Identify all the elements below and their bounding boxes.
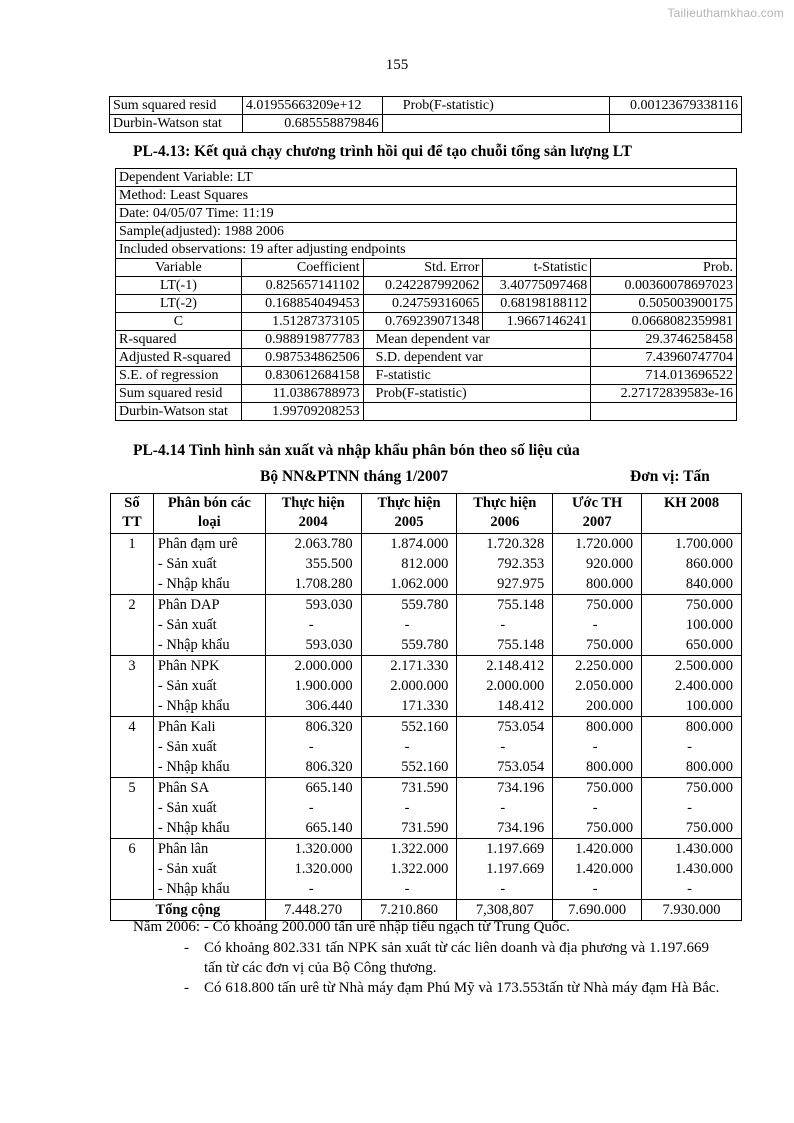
row-number [111, 615, 154, 635]
value-cell: 2.250.000 [553, 656, 642, 677]
value-cell: - [265, 737, 361, 757]
value-cell: 1.420.000 [553, 839, 642, 860]
fertilizer-body [111, 534, 742, 900]
info-text: Dependent Variable: LT [116, 169, 737, 187]
table-row [110, 97, 742, 115]
fertilizer-title: PL-4.14 Tình hình sản xuất và nhập khẩu phân bón theo số liệu của [133, 442, 580, 459]
value-cell: - [553, 798, 642, 818]
table-row [111, 615, 742, 635]
table-row [111, 818, 742, 839]
value-cell: 1.720.000 [553, 534, 642, 555]
cell: F-statistic [363, 367, 591, 385]
value-cell: - [265, 879, 361, 900]
cell: 0.769239071348 [363, 313, 483, 331]
value-cell: 750.000 [553, 595, 642, 616]
value-cell: 731.590 [361, 818, 457, 839]
regression-table [115, 168, 737, 421]
value-cell: 1.197.669 [457, 859, 553, 879]
value-cell: 1.430.000 [642, 839, 742, 860]
table-row [116, 277, 737, 295]
fertilizer-label: - Sản xuất [153, 615, 265, 635]
value-cell: 2.171.330 [361, 656, 457, 677]
row-number: 3 [111, 656, 154, 677]
cell: 1.99709208253 [241, 403, 363, 421]
value-cell: 2.000.000 [265, 656, 361, 677]
table-row [116, 367, 737, 385]
value-cell: 1.320.000 [265, 839, 361, 860]
header-row [111, 494, 742, 534]
fertilizer-label: - Sản xuất [153, 798, 265, 818]
value-cell: - [361, 615, 457, 635]
value-cell: 800.000 [642, 717, 742, 738]
fertilizer-label: Phân đạm urê [153, 534, 265, 555]
info-row [116, 187, 737, 205]
column-header: Prob. [591, 259, 737, 277]
value-cell: 100.000 [642, 696, 742, 717]
cell: 29.3746258458 [591, 331, 737, 349]
fertilizer-label: - Sản xuất [153, 859, 265, 879]
cell: 0.24759316065 [363, 295, 483, 313]
note-line: Năm 2006: - Có khoảng 200.000 tấn urê nhập tiểu ngạch từ Trung Quốc. [133, 919, 570, 935]
note-bullet-text: Có khoảng 802.331 tấn NPK sản xuất từ các liên doanh và địa phương và 1.197.669 tấn từ các đơn vị của Bộ Công thương. [204, 940, 709, 976]
value-cell: 755.148 [457, 595, 553, 616]
value-cell: 1.900.000 [265, 676, 361, 696]
cell: C [116, 313, 242, 331]
value-cell: 750.000 [553, 778, 642, 799]
value-cell: 1.197.669 [457, 839, 553, 860]
fertilizer-label: - Nhập khẩu [153, 635, 265, 656]
value-cell: 734.196 [457, 818, 553, 839]
note-bullet-text: Có 618.800 tấn urê từ Nhà máy đạm Phú Mỹ và 173.553tấn từ Nhà máy đạm Hà Bắc. [204, 980, 720, 996]
row-number: 1 [111, 534, 154, 555]
value-cell: 753.054 [457, 757, 553, 778]
stat-value: 0.00123679338116 [610, 97, 742, 115]
cell: 7.43960747704 [591, 349, 737, 367]
value-cell: - [642, 798, 742, 818]
value-cell: 665.140 [265, 778, 361, 799]
cell: 1.9667146241 [483, 313, 591, 331]
value-cell: 800.000 [553, 574, 642, 595]
cell: 0.242287992062 [363, 277, 483, 295]
fertilizer-label: Phân lân [153, 839, 265, 860]
fertilizer-label: - Sản xuất [153, 737, 265, 757]
row-number [111, 635, 154, 656]
value-cell: 1.420.000 [553, 859, 642, 879]
value-cell: 750.000 [642, 778, 742, 799]
value-cell: - [265, 798, 361, 818]
value-cell: 1.320.000 [265, 859, 361, 879]
cell: 714.013696522 [591, 367, 737, 385]
cell: 0.988919877783 [241, 331, 363, 349]
column-header: Variable [116, 259, 242, 277]
top-stats-table [109, 96, 742, 133]
info-row [116, 241, 737, 259]
table-row [116, 349, 737, 367]
table-row [116, 295, 737, 313]
row-number: 5 [111, 778, 154, 799]
value-cell: 200.000 [553, 696, 642, 717]
stat-value: 0.685558879846 [242, 115, 382, 133]
column-header: Coefficient [241, 259, 363, 277]
value-cell: 1.322.000 [361, 839, 457, 860]
value-cell: 665.140 [265, 818, 361, 839]
cell [591, 403, 737, 421]
fertilizer-label: Phân DAP [153, 595, 265, 616]
value-cell: - [642, 879, 742, 900]
table-row [110, 115, 742, 133]
unit-label: Đơn vị: Tấn [630, 468, 710, 485]
value-cell: - [553, 615, 642, 635]
value-cell: - [553, 879, 642, 900]
value-cell: 306.440 [265, 696, 361, 717]
table-row [111, 574, 742, 595]
page-number: 155 [385, 57, 409, 73]
info-row [116, 223, 737, 241]
value-cell: 806.320 [265, 717, 361, 738]
row-number: 6 [111, 839, 154, 860]
cell: S.E. of regression [116, 367, 242, 385]
value-cell: 2.400.000 [642, 676, 742, 696]
value-cell: - [361, 798, 457, 818]
value-cell: - [361, 879, 457, 900]
cell [363, 403, 591, 421]
value-cell: - [361, 737, 457, 757]
row-number [111, 798, 154, 818]
value-cell: 792.353 [457, 554, 553, 574]
value-cell: - [553, 737, 642, 757]
cell: 0.987534862506 [241, 349, 363, 367]
stat-value [610, 115, 742, 133]
cell: 0.68198188112 [483, 295, 591, 313]
table-row [111, 757, 742, 778]
value-cell: 2.148.412 [457, 656, 553, 677]
value-cell: 1.700.000 [642, 534, 742, 555]
cell: LT(-1) [116, 277, 242, 295]
value-cell: 593.030 [265, 595, 361, 616]
info-text: Date: 04/05/07 Time: 11:19 [116, 205, 737, 223]
value-cell: 100.000 [642, 615, 742, 635]
value-cell: 593.030 [265, 635, 361, 656]
cell: 0.00360078697023 [591, 277, 737, 295]
table-row [111, 798, 742, 818]
cell: 11.0386788973 [241, 385, 363, 403]
regression-title: PL-4.13: Kết quả chạy chương trình hồi qui để tạo chuỗi tổng sản lượng LT [133, 143, 632, 160]
cell: Prob(F-statistic) [363, 385, 591, 403]
fertilizer-label: - Nhập khẩu [153, 574, 265, 595]
value-cell: - [457, 879, 553, 900]
cell: 1.51287373105 [241, 313, 363, 331]
table-row [116, 403, 737, 421]
row-number [111, 757, 154, 778]
value-cell: 800.000 [642, 757, 742, 778]
table-row [111, 696, 742, 717]
info-text: Included observations: 19 after adjusting endpoints [116, 241, 737, 259]
value-cell: - [265, 615, 361, 635]
value-cell: - [457, 615, 553, 635]
value-cell: 755.148 [457, 635, 553, 656]
table-row [111, 534, 742, 555]
column-header: t-Statistic [483, 259, 591, 277]
table-row [111, 879, 742, 900]
column-header: Ước TH 2007 [553, 494, 642, 534]
total-value: 7.690.000 [553, 900, 642, 921]
table-row [111, 839, 742, 860]
cell: S.D. dependent var [363, 349, 591, 367]
total-value: 7.930.000 [642, 900, 742, 921]
value-cell: 734.196 [457, 778, 553, 799]
row-number [111, 859, 154, 879]
value-cell: 750.000 [642, 595, 742, 616]
value-cell: 840.000 [642, 574, 742, 595]
value-cell: - [642, 737, 742, 757]
total-label: Tổng cộng [111, 900, 266, 921]
total-value: 7.448.270 [265, 900, 361, 921]
value-cell: 2.000.000 [457, 676, 553, 696]
row-number [111, 676, 154, 696]
cell: Adjusted R-squared [116, 349, 242, 367]
value-cell: 1.708.280 [265, 574, 361, 595]
note-bullet: - Có 618.800 tấn urê từ Nhà máy đạm Phú Mỹ và 173.553tấn từ Nhà máy đạm Hà Bắc. [184, 980, 720, 996]
row-number [111, 737, 154, 757]
table-row [111, 554, 742, 574]
value-cell: 806.320 [265, 757, 361, 778]
value-cell: 559.780 [361, 595, 457, 616]
table-row [111, 635, 742, 656]
table-row [116, 385, 737, 403]
fertilizer-label: - Nhập khẩu [153, 879, 265, 900]
fertilizer-table [110, 493, 742, 921]
value-cell: 2.000.000 [361, 676, 457, 696]
row-number: 2 [111, 595, 154, 616]
cell: Durbin-Watson stat [116, 403, 242, 421]
value-cell: 148.412 [457, 696, 553, 717]
cell: Sum squared resid [116, 385, 242, 403]
value-cell: 559.780 [361, 635, 457, 656]
table-row [111, 656, 742, 677]
table-row [111, 737, 742, 757]
column-header: KH 2008 [642, 494, 742, 534]
column-header: Std. Error [363, 259, 483, 277]
cell: 0.0668082359981 [591, 313, 737, 331]
value-cell: 650.000 [642, 635, 742, 656]
fertilizer-label: - Nhập khẩu [153, 818, 265, 839]
fertilizer-label: Phân NPK [153, 656, 265, 677]
value-cell: 927.975 [457, 574, 553, 595]
row-number [111, 554, 154, 574]
info-text: Sample(adjusted): 1988 2006 [116, 223, 737, 241]
value-cell: 812.000 [361, 554, 457, 574]
value-cell: 920.000 [553, 554, 642, 574]
info-row [116, 169, 737, 187]
value-cell: 2.050.000 [553, 676, 642, 696]
cell: 0.168854049453 [241, 295, 363, 313]
cell: 0.505003900175 [591, 295, 737, 313]
fertilizer-label: - Sản xuất [153, 554, 265, 574]
value-cell: 355.500 [265, 554, 361, 574]
total-value: 7,308,807 [457, 900, 553, 921]
total-value: 7.210.860 [361, 900, 457, 921]
stat-value: 4.01955663209e+12 [242, 97, 382, 115]
info-row [116, 205, 737, 223]
value-cell: 1.874.000 [361, 534, 457, 555]
row-number [111, 818, 154, 839]
row-number [111, 574, 154, 595]
value-cell: 1.720.328 [457, 534, 553, 555]
value-cell: 1.062.000 [361, 574, 457, 595]
column-header: Thực hiện 2005 [361, 494, 457, 534]
watermark: Tailieuthamkhao.com [667, 6, 784, 20]
value-cell: 552.160 [361, 757, 457, 778]
row-number: 4 [111, 717, 154, 738]
table-row [111, 595, 742, 616]
table-row [116, 331, 737, 349]
cell: 3.40775097468 [483, 277, 591, 295]
cell: Mean dependent var [363, 331, 591, 349]
value-cell: 750.000 [553, 818, 642, 839]
fertilizer-label: - Nhập khẩu [153, 757, 265, 778]
cell: 0.830612684158 [241, 367, 363, 385]
header-row [116, 259, 737, 277]
table-row [116, 313, 737, 331]
value-cell: 2.500.000 [642, 656, 742, 677]
row-number [111, 696, 154, 717]
value-cell: 2.063.780 [265, 534, 361, 555]
stat-label: Sum squared resid [110, 97, 243, 115]
value-cell: 171.330 [361, 696, 457, 717]
value-cell: 731.590 [361, 778, 457, 799]
table-row [111, 859, 742, 879]
value-cell: 800.000 [553, 757, 642, 778]
column-header: Thực hiện 2006 [457, 494, 553, 534]
fertilizer-label: Phân Kali [153, 717, 265, 738]
stat-label: Durbin-Watson stat [110, 115, 243, 133]
info-text: Method: Least Squares [116, 187, 737, 205]
table-row [111, 676, 742, 696]
value-cell: 750.000 [642, 818, 742, 839]
fertilizer-label: - Nhập khẩu [153, 696, 265, 717]
cell: R-squared [116, 331, 242, 349]
value-cell: 753.054 [457, 717, 553, 738]
row-number [111, 879, 154, 900]
value-cell: 750.000 [553, 635, 642, 656]
fertilizer-label: - Sản xuất [153, 676, 265, 696]
stat-label: Prob(F-statistic) [382, 97, 609, 115]
table-row [111, 717, 742, 738]
cell: 2.27172839583e-16 [591, 385, 737, 403]
column-header: Phân bón các loại [153, 494, 265, 534]
stat-label [382, 115, 609, 133]
value-cell: 1.322.000 [361, 859, 457, 879]
column-header: Số TT [111, 494, 154, 534]
fertilizer-subtitle: Bộ NN&PTNN tháng 1/2007 [260, 468, 449, 485]
value-cell: 800.000 [553, 717, 642, 738]
column-header: Thực hiện 2004 [265, 494, 361, 534]
fertilizer-label: Phân SA [153, 778, 265, 799]
value-cell: 552.160 [361, 717, 457, 738]
value-cell: 1.430.000 [642, 859, 742, 879]
cell: 0.825657141102 [241, 277, 363, 295]
note-bullet: - Có khoảng 802.331 tấn NPK sản xuất từ các liên doanh và địa phương và 1.197.669 tấn từ các đơn vị của Bộ Công thương. [184, 940, 709, 976]
cell: LT(-2) [116, 295, 242, 313]
value-cell: 860.000 [642, 554, 742, 574]
table-row [111, 778, 742, 799]
value-cell: - [457, 737, 553, 757]
value-cell: - [457, 798, 553, 818]
